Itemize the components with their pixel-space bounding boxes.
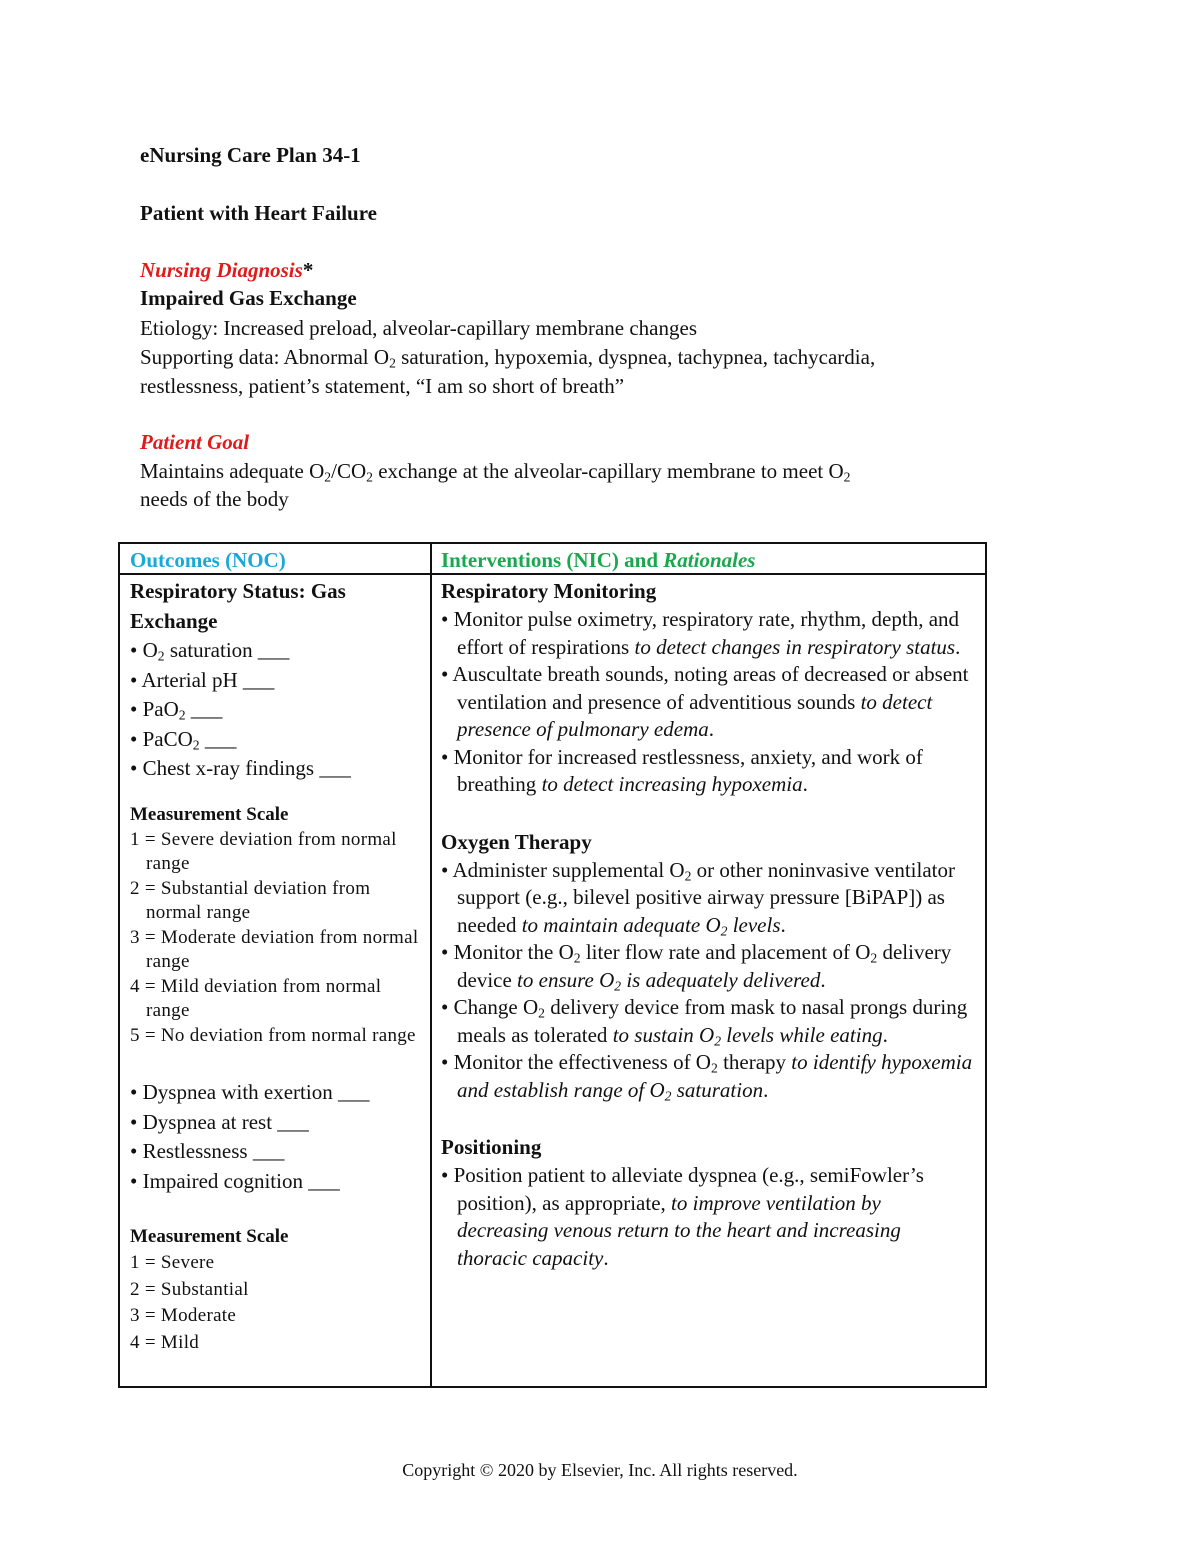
supporting-prefix: Supporting data: Abnormal O bbox=[140, 345, 390, 369]
subscript: 2 bbox=[157, 648, 165, 664]
spacer bbox=[130, 1048, 425, 1078]
measurement-scale-title: Measurement Scale bbox=[130, 803, 289, 825]
intervention-text: or other noninvasive ventilator support (e.g., bilevel positive airway pressure [BiPAP]) as needed bbox=[457, 857, 956, 937]
positioning-title: Positioning bbox=[441, 1135, 542, 1159]
respiratory-monitoring-title: Respiratory Monitoring bbox=[441, 579, 657, 603]
period: . bbox=[603, 1245, 609, 1270]
period: . bbox=[802, 772, 808, 796]
outcome-item-cognition: • Impaired cognition ___ bbox=[130, 1168, 340, 1193]
intervention-text: • Monitor the effectiveness of O bbox=[441, 1050, 711, 1074]
intervention-item bbox=[441, 857, 976, 940]
rationale-text: is adequately delivered bbox=[621, 967, 821, 992]
intervention-item bbox=[441, 994, 976, 1049]
scale-item: 2 = Substantial bbox=[130, 1278, 249, 1300]
etiology-text: Etiology: Increased preload, alveolar-capillary membrane changes bbox=[140, 316, 697, 340]
goal-line2: needs of the body bbox=[140, 487, 289, 511]
goal-text-b: /CO bbox=[331, 459, 367, 483]
scale-item: 3 = Moderate bbox=[130, 1305, 237, 1326]
subscript: 2 bbox=[664, 1087, 672, 1103]
supporting-data-line2: restlessness, patient’s statement, “I am so short of breath” bbox=[140, 374, 625, 398]
period: . bbox=[820, 967, 826, 992]
nursing-diagnosis-label: Nursing Diagnosis bbox=[140, 258, 303, 282]
item-text: saturation ___ bbox=[164, 638, 290, 662]
intervention-text: • Auscultate breath sounds, noting areas of decreased or absent ventilation and presence of adventitious sounds bbox=[441, 662, 969, 714]
document-title: eNursing Care Plan 34-1 bbox=[140, 143, 361, 167]
intervention-text: • Monitor for increased restlessness, anxiety, and work of breathing bbox=[441, 744, 923, 796]
interventions-label: Interventions (NIC) and bbox=[441, 548, 664, 572]
intervention-item bbox=[441, 1049, 976, 1104]
item-text: ___ bbox=[199, 726, 237, 751]
subscript: 2 bbox=[178, 707, 186, 723]
rationale-text: saturation bbox=[671, 1077, 764, 1102]
rationales-label: Rationales bbox=[663, 548, 756, 572]
nursing-diagnosis-heading bbox=[140, 258, 313, 283]
scale-item: 1 = Severe bbox=[130, 1252, 215, 1273]
outcome-item-paco2 bbox=[130, 725, 425, 755]
subscript: 2 bbox=[720, 922, 728, 938]
diagnosis-name: Impaired Gas Exchange bbox=[140, 286, 357, 310]
rationale-text: to detect changes in respiratory status bbox=[634, 634, 956, 659]
supporting-rest: saturation, hypoxemia, dyspnea, tachypnea, tachycardia, bbox=[395, 345, 876, 369]
period: . bbox=[780, 912, 786, 937]
period: . bbox=[955, 634, 961, 659]
spacer bbox=[441, 1104, 976, 1132]
subscript: 2 bbox=[192, 736, 200, 752]
subscript: 2 bbox=[389, 355, 396, 371]
subscript: 2 bbox=[870, 950, 878, 966]
intervention-item bbox=[441, 661, 976, 744]
item-text: • Arterial pH ___ bbox=[130, 667, 275, 692]
subscript: 2 bbox=[324, 469, 332, 485]
subscript: 2 bbox=[573, 950, 581, 966]
rationale-text: to improve ventilation by decreasing venous return to the heart and increasing thoracic capacity bbox=[457, 1190, 901, 1270]
measurement-scale-title: Measurement Scale bbox=[130, 1226, 289, 1247]
scale-item: 2 = Substantial deviation from normal range bbox=[130, 877, 371, 923]
intervention-text: • Monitor the O bbox=[441, 940, 574, 964]
intervention-item bbox=[441, 1162, 976, 1272]
period: . bbox=[763, 1077, 769, 1102]
outcome-item-xray bbox=[130, 754, 425, 784]
goal-line1 bbox=[140, 457, 1000, 486]
rationale-text: to sustain O bbox=[612, 1022, 715, 1047]
subscript: 2 bbox=[714, 1032, 722, 1048]
intervention-text: • Change O bbox=[441, 995, 539, 1019]
copyright-footer: Copyright © 2020 by Elsevier, Inc. All rights reserved. bbox=[402, 1460, 798, 1480]
intervention-text: delivery device bbox=[457, 940, 952, 992]
outcome-item-pao2 bbox=[130, 695, 425, 725]
outcomes-column bbox=[130, 576, 425, 1356]
period: . bbox=[882, 1022, 888, 1047]
scale-item: 4 = Mild bbox=[130, 1331, 200, 1353]
header-divider bbox=[120, 573, 985, 575]
outcome-item-restlessness: • Restlessness ___ bbox=[130, 1139, 285, 1163]
goal-text-c: exchange at the alveolar-capillary membrane to meet O bbox=[372, 459, 844, 483]
subscript: 2 bbox=[538, 1005, 545, 1021]
subscript: 2 bbox=[366, 469, 373, 485]
spacer bbox=[441, 799, 976, 827]
outcomes-header: Outcomes (NOC) bbox=[130, 548, 286, 572]
item-text: • PaCO bbox=[130, 726, 193, 751]
intervention-item bbox=[441, 939, 976, 994]
outcome-item-dyspnea-rest: • Dyspnea at rest ___ bbox=[130, 1109, 309, 1134]
intervention-text: delivery device from mask to nasal prongs during meals as tolerated bbox=[457, 995, 968, 1047]
scale-item: 5 = No deviation from normal range bbox=[130, 1024, 416, 1046]
scale-item: 1 = Severe deviation from normal range bbox=[130, 828, 397, 874]
rationale-text: levels while eating bbox=[721, 1022, 883, 1047]
patient-goal-heading: Patient Goal bbox=[140, 430, 250, 454]
rationale-text: to detect presence of pulmonary edema bbox=[457, 689, 933, 741]
rationale-text: to ensure O bbox=[517, 967, 615, 992]
intervention-item bbox=[441, 744, 976, 799]
asterisk: * bbox=[302, 258, 314, 282]
outcome-item-o2 bbox=[130, 636, 425, 666]
intervention-text: liter flow rate and placement of O bbox=[580, 940, 871, 964]
care-plan-table bbox=[118, 542, 987, 1388]
item-text: • PaO bbox=[130, 697, 179, 721]
subscript: 2 bbox=[684, 867, 692, 883]
subscript: 2 bbox=[710, 1060, 718, 1076]
intervention-text: • Monitor pulse oximetry, respiratory rate, rhythm, depth, and effort of respirations bbox=[441, 607, 960, 659]
rationale-text: to maintain adequate O bbox=[521, 912, 721, 937]
oxygen-therapy-title: Oxygen Therapy bbox=[441, 829, 592, 854]
intervention-text: therapy bbox=[717, 1050, 792, 1074]
interventions-column bbox=[441, 576, 976, 1272]
intervention-text: • Position patient to alleviate dyspnea (e.g., semiFowler’s position), as appropriate, bbox=[441, 1163, 924, 1215]
goal-text-a: Maintains adequate O bbox=[140, 459, 325, 483]
subscript: 2 bbox=[843, 469, 851, 485]
intervention-text: • Administer supplemental O bbox=[441, 857, 685, 882]
scale-item: 3 = Moderate deviation from normal range bbox=[130, 926, 419, 972]
subscript: 2 bbox=[614, 977, 622, 993]
outcome-item-dyspnea-exertion: • Dyspnea with exertion ___ bbox=[130, 1080, 370, 1104]
rationale-text: levels bbox=[727, 912, 781, 937]
document-subtitle: Patient with Heart Failure bbox=[140, 201, 377, 225]
supporting-data-text bbox=[140, 343, 1000, 372]
outcome-item-ph bbox=[130, 666, 425, 696]
interventions-header bbox=[441, 548, 755, 573]
column-divider bbox=[430, 544, 432, 1386]
item-text: • Chest x-ray findings ___ bbox=[130, 756, 351, 780]
item-text: ___ bbox=[185, 697, 223, 721]
outcome-title: Respiratory Status: Gas Exchange bbox=[130, 579, 346, 633]
rationale-text: to detect increasing hypoxemia bbox=[541, 772, 803, 796]
rationale-text: to identify hypoxemia and establish range of O bbox=[457, 1050, 973, 1102]
scale-item: 4 = Mild deviation from normal range bbox=[130, 975, 382, 1021]
period: . bbox=[708, 717, 714, 741]
item-text: • O bbox=[130, 638, 158, 662]
intervention-item bbox=[441, 606, 976, 661]
